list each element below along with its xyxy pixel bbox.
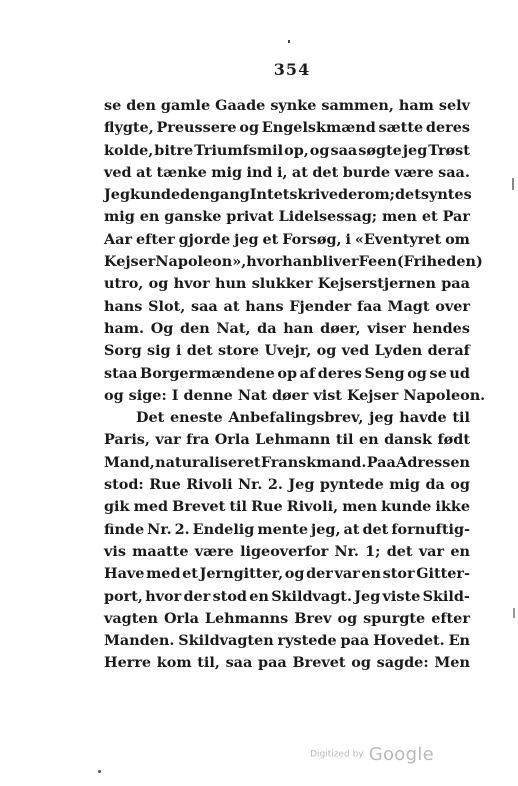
word: Trøst <box>428 141 470 159</box>
word: den <box>179 319 210 337</box>
word: i, <box>276 163 288 181</box>
word: Paris, <box>104 431 150 449</box>
text-line <box>104 541 470 563</box>
body-text <box>104 95 486 675</box>
word: Paa <box>366 453 396 471</box>
word: Kejser <box>104 253 156 271</box>
word: Skild- <box>422 587 470 605</box>
word: om <box>445 230 470 248</box>
watermark-prefix: Digitized by <box>310 749 364 760</box>
word: med <box>146 565 181 583</box>
word: Lehmann <box>255 431 331 449</box>
word: født <box>437 431 470 449</box>
word: ham. <box>104 319 145 337</box>
word: sagde: <box>376 654 429 672</box>
word: over <box>435 297 470 315</box>
word: en <box>450 542 470 560</box>
word: Jeg <box>288 476 315 494</box>
word: slukker <box>251 275 313 293</box>
word: Borgermændene <box>140 364 275 382</box>
text-line: og sige: I denne Nat døer vist Kejser Napoleon. <box>104 386 486 404</box>
word: flygte, <box>104 119 154 137</box>
text-line <box>104 630 470 652</box>
word: derom; <box>338 186 395 204</box>
word: hvor <box>145 587 182 605</box>
word: Brevet <box>292 654 346 672</box>
word: mig <box>211 163 243 181</box>
word: hans <box>104 297 143 315</box>
word: Nr. <box>238 476 263 494</box>
word: (Friheden) <box>396 253 483 271</box>
word: Sorg <box>104 342 142 360</box>
word: Have <box>104 565 145 583</box>
word: burde <box>342 163 391 181</box>
text-line <box>104 95 470 117</box>
text-line <box>104 273 470 295</box>
word: Intet <box>249 186 290 204</box>
word: eneste <box>170 409 223 427</box>
word: stor <box>382 565 415 583</box>
word: saa <box>330 141 358 159</box>
word: Men <box>434 654 470 672</box>
word: Magt <box>387 297 430 315</box>
word: Rivoli, <box>286 498 339 516</box>
word: vagten <box>104 609 159 627</box>
word: sætte <box>378 119 424 137</box>
word: en <box>361 565 382 583</box>
word: Aar <box>104 230 133 248</box>
word: Lehmanns <box>204 609 289 627</box>
word: staa <box>104 364 138 382</box>
text-line <box>104 363 470 385</box>
google-logo: Google <box>368 744 434 765</box>
word: Jerngitter, <box>199 565 284 583</box>
word: en <box>139 208 160 226</box>
word: Jeg <box>354 587 381 605</box>
word: og <box>337 609 358 627</box>
text-line <box>104 474 470 496</box>
word: vis <box>104 542 126 560</box>
word: 1; <box>365 542 381 560</box>
word: deres <box>425 119 470 137</box>
word: gik <box>104 498 130 516</box>
word: Gitter- <box>416 565 470 583</box>
word: være <box>394 163 434 181</box>
word: viste <box>382 587 421 605</box>
word: Rue <box>251 498 283 516</box>
word: Preussere <box>156 119 237 137</box>
word: var <box>418 542 445 560</box>
word: Nat, <box>216 319 251 337</box>
word: ikke <box>435 498 470 516</box>
word: stod <box>212 587 247 605</box>
word: spurgte <box>363 609 426 627</box>
text-line <box>104 318 470 340</box>
word: fornuftig- <box>391 520 470 538</box>
word: mig <box>389 476 420 494</box>
word: jeg <box>402 141 428 159</box>
word: Manden. <box>104 632 175 650</box>
word: finde <box>104 520 145 538</box>
word: Skildvagten <box>178 632 274 650</box>
word: et <box>421 208 438 226</box>
word: store <box>218 342 260 360</box>
word: Og <box>150 319 174 337</box>
word: kunde <box>130 186 181 204</box>
word: privat <box>226 208 274 226</box>
text-line <box>104 340 470 362</box>
word: saa <box>225 654 253 672</box>
text-line <box>104 251 483 273</box>
word: han <box>282 253 313 271</box>
text-line <box>104 184 470 206</box>
word: da <box>425 476 445 494</box>
word: jeg <box>234 230 259 248</box>
word: paa <box>441 275 470 293</box>
word: kunde <box>381 498 432 516</box>
word: og <box>351 654 371 672</box>
word: og <box>309 141 330 159</box>
word: kolde, <box>104 141 154 159</box>
word: hvor <box>173 275 210 293</box>
word: og <box>239 119 260 137</box>
word: Gaade <box>215 97 266 114</box>
word: Anbefalingsbrev, <box>228 409 364 427</box>
word: og <box>316 342 337 360</box>
text-line <box>104 229 470 251</box>
word: naturaliseret <box>155 453 261 471</box>
word: Jeg <box>104 186 131 204</box>
text-line <box>104 496 470 518</box>
word: ligeoverfor <box>240 542 329 560</box>
word: saa <box>190 297 218 315</box>
word: med <box>133 498 169 516</box>
word: «Eventyret <box>354 230 442 248</box>
word: Rue <box>149 476 181 494</box>
word: til <box>452 409 470 427</box>
word: deraf <box>427 342 470 360</box>
word: se <box>104 97 122 114</box>
word: kom <box>156 654 192 672</box>
word: saa. <box>438 163 470 181</box>
word: Brevet <box>172 498 226 516</box>
word: og <box>148 275 169 293</box>
word: men <box>342 498 378 516</box>
word: der <box>183 587 211 605</box>
text-line <box>104 652 470 674</box>
word: Lyden <box>374 342 423 360</box>
word: utro, <box>104 275 144 293</box>
word: bliver <box>312 253 359 271</box>
word: hvor <box>246 253 283 271</box>
margin-mark <box>513 608 515 618</box>
word: at <box>223 297 240 315</box>
word: af <box>299 364 316 382</box>
word: Lidelsessag; <box>278 208 378 226</box>
word: til, <box>197 654 220 672</box>
text-line <box>104 117 470 139</box>
word: gamle <box>160 97 211 114</box>
word: synke <box>270 97 317 114</box>
word: Hovedet. <box>373 632 445 650</box>
word: paa <box>340 632 370 650</box>
word: Orla <box>214 431 250 449</box>
word: i <box>345 230 351 248</box>
word: rystede <box>277 632 337 650</box>
word: et <box>262 230 279 248</box>
word: en <box>249 587 269 605</box>
word: Endelig <box>192 520 255 538</box>
word: 2. <box>174 520 190 538</box>
word: Triumfsmil <box>194 141 284 159</box>
text-line <box>104 407 470 429</box>
word: Engelskmænd <box>261 119 376 137</box>
dot-mark <box>98 770 101 773</box>
word: Herre <box>104 654 152 672</box>
word: ganske <box>164 208 222 226</box>
word: deres <box>317 364 362 382</box>
word: til <box>229 498 247 516</box>
text-line <box>104 563 470 585</box>
word: det <box>186 342 213 360</box>
word: viser <box>367 319 406 337</box>
word: tænke <box>156 163 207 181</box>
word: hun <box>214 275 247 293</box>
word: selv <box>438 97 470 114</box>
word: Skildvagt. <box>271 587 352 605</box>
word: at <box>136 163 153 181</box>
word: være <box>194 542 234 560</box>
text-line <box>104 162 470 184</box>
word: port, <box>104 587 143 605</box>
word: Adressen <box>396 453 470 471</box>
word: bitre <box>154 141 194 159</box>
word: Orla <box>164 609 199 627</box>
word: maatte <box>132 542 189 560</box>
word: at <box>343 520 360 538</box>
word: mente <box>257 520 308 538</box>
word: ved <box>104 163 132 181</box>
word: ham <box>398 97 434 114</box>
word: det <box>312 163 339 181</box>
word: Rivoli <box>186 476 233 494</box>
text-line <box>104 206 470 228</box>
margin-mark <box>512 178 514 190</box>
word: Par <box>442 208 470 226</box>
word: se <box>429 364 447 382</box>
text-line <box>104 586 470 608</box>
text-line <box>104 452 470 474</box>
word: da <box>257 319 277 337</box>
word: ind <box>246 163 273 181</box>
word: ved <box>341 342 370 360</box>
word: efter <box>431 609 470 627</box>
word: jeg <box>369 409 394 427</box>
word: i <box>175 342 182 360</box>
word: et <box>182 565 198 583</box>
word: Feen <box>358 253 397 271</box>
word: hans <box>245 297 284 315</box>
word: Uvejr, <box>264 342 312 360</box>
word: efter <box>135 230 175 248</box>
word: skrive <box>289 186 339 204</box>
word: og <box>284 565 305 583</box>
text-line <box>104 429 470 451</box>
word: og <box>450 476 470 494</box>
word: Fjender <box>289 297 352 315</box>
word: pyntede <box>319 476 384 494</box>
word: der <box>306 565 333 583</box>
word: havde <box>399 409 447 427</box>
word: døer, <box>320 319 361 337</box>
word: en <box>358 431 379 449</box>
text-line <box>104 140 470 162</box>
word: op, <box>284 141 309 159</box>
word: faa <box>356 297 382 315</box>
word: men <box>382 208 417 226</box>
word: dansk <box>384 431 432 449</box>
word: jeg, <box>311 520 341 538</box>
word: dengang <box>180 186 250 204</box>
word: Slot, <box>148 297 186 315</box>
word: Kejserstjernen <box>317 275 436 293</box>
digitized-watermark <box>310 744 434 765</box>
word: op <box>277 364 298 382</box>
word: var <box>155 431 181 449</box>
word: til <box>335 431 354 449</box>
word: sig <box>146 342 171 360</box>
word: syntes <box>420 186 472 204</box>
word: det <box>386 542 413 560</box>
word: og <box>407 364 427 382</box>
word: søgte <box>358 141 402 159</box>
text-line <box>104 519 470 541</box>
word: gjorde <box>178 230 231 248</box>
word: den <box>126 97 156 114</box>
word: Franskmand. <box>260 453 367 471</box>
page-number: 354 <box>273 60 311 79</box>
text-line <box>104 608 470 630</box>
word: Brev <box>294 609 332 627</box>
word: stod: <box>104 476 144 494</box>
word: var <box>334 565 360 583</box>
word: Det <box>136 409 165 427</box>
word: at <box>291 163 308 181</box>
word: fra <box>186 431 210 449</box>
word: paa <box>258 654 287 672</box>
word: ud <box>449 364 470 382</box>
tick-mark <box>288 40 290 43</box>
word: sammen, <box>321 97 394 114</box>
text-line <box>104 296 470 318</box>
word: det <box>362 520 389 538</box>
word: Napoleon», <box>155 253 247 271</box>
word: hendes <box>412 319 470 337</box>
word: mig <box>104 208 135 226</box>
word: Nr. <box>334 542 359 560</box>
word: Mand, <box>104 453 155 471</box>
word: 2. <box>267 476 283 494</box>
word: han <box>283 319 314 337</box>
word: En <box>448 632 470 650</box>
word: Seng <box>364 364 405 382</box>
word: det <box>394 186 421 204</box>
word: Nr. <box>147 520 172 538</box>
word: Forsøg, <box>282 230 342 248</box>
